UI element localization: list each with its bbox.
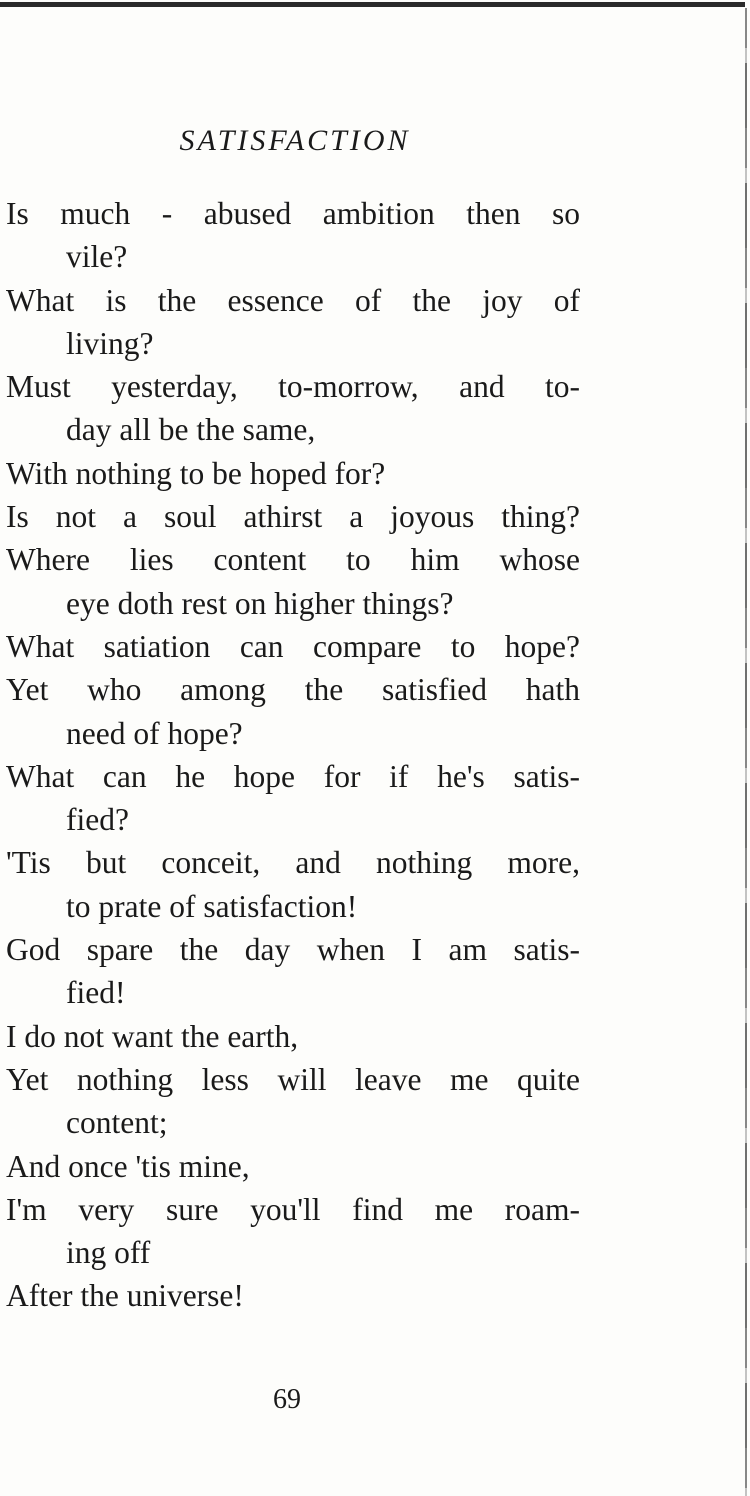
poem-body [6, 192, 580, 1318]
poem-stanza-line [6, 841, 580, 928]
poem-line-continuation: need of hope? [66, 715, 243, 751]
poem-stanza-line [6, 279, 580, 366]
poem-line: Must yesterday, to-morrow, and to- [6, 369, 580, 405]
poem-line: Yet nothing less will leave me quite [6, 1061, 580, 1097]
poem-stanza-line [6, 538, 580, 625]
poem-line-continuation: vile? [66, 239, 128, 275]
poem-stanza-line [6, 1015, 580, 1058]
poem-line: What is the essence of the joy of [6, 282, 580, 318]
poem-line: What can he hope for if he's satis- [6, 758, 580, 794]
poem-line: What satiation can compare to hope? [6, 628, 580, 664]
poem-stanza-line [6, 928, 580, 1015]
poem-line-continuation: day all be the same, [66, 412, 316, 448]
poem-line: Is not a soul athirst a joyous thing? [6, 499, 580, 535]
poem-line: With nothing to be hoped for? [6, 455, 386, 491]
poem-line: And once 'tis mine, [6, 1148, 250, 1184]
poem-stanza-line [6, 365, 580, 452]
poem-stanza-line [6, 1274, 580, 1317]
poem-line: I do not want the earth, [6, 1018, 299, 1054]
poem-stanza-line [6, 495, 580, 538]
top-border-rule [0, 2, 745, 7]
poem-stanza-line [6, 1145, 580, 1188]
poem-title: SATISFACTION [179, 124, 411, 157]
poem-line: After the universe! [6, 1278, 244, 1314]
poem-stanza-line [6, 1058, 580, 1145]
page-number: 69 [273, 1384, 301, 1415]
poem-stanza-line [6, 192, 580, 279]
poem-line-continuation: living? [66, 325, 154, 361]
poem-stanza-line [6, 625, 580, 668]
page-edge-shadow [745, 8, 747, 1496]
poem-stanza-line [6, 452, 580, 495]
poem-line: Yet who among the satisfied hath [6, 672, 580, 708]
poem-line-continuation: content; [66, 1105, 168, 1141]
poem-line: God spare the day when I am satis- [6, 932, 580, 968]
poem-stanza-line [6, 668, 580, 755]
poem-line-continuation: fied! [66, 975, 126, 1011]
poem-line: Where lies content to him whose [6, 542, 580, 578]
poem-line-continuation: fied? [66, 802, 129, 838]
poem-line: I'm very sure you'll find me roam- [6, 1191, 580, 1227]
poem-line-continuation: ing off [66, 1235, 151, 1271]
poem-stanza-line [6, 1188, 580, 1275]
poem-line-continuation: to prate of satisfaction! [66, 888, 358, 924]
poem-line: Is much - abused ambition then so [6, 196, 580, 231]
poem-line-continuation: eye doth rest on higher things? [66, 585, 454, 621]
poem-line: 'Tis but conceit, and nothing more, [6, 845, 580, 881]
poem-stanza-line [6, 755, 580, 842]
